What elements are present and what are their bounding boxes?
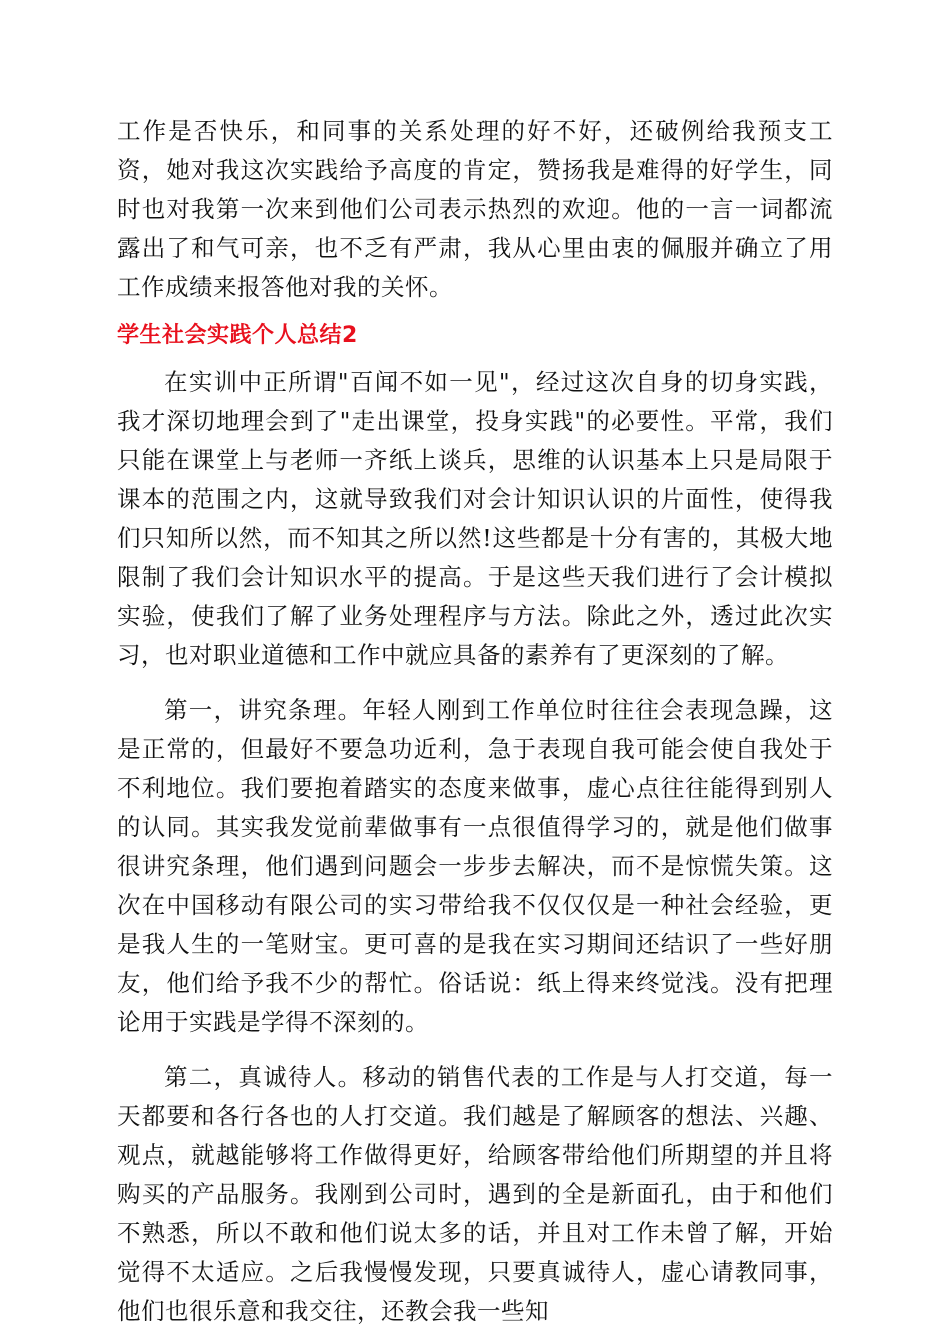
paragraph-intro: 在实训中正所谓"百闻不如一见"，经过这次自身的切身实践，我才深切地理会到了"走出课堂，投身实践"的必要性。平常，我们只能在课堂上与老师一齐纸上谈兵，思维的认识基本上只是局限于课本的范围之内，这就导致我们对会计知识认识的片面性，使得我们只知所以然，而不知其之所以然!这些都是十分有害的，其极大地限制了我们会计知识水平的提高。于是这些天我们进行了会计模拟实验，使我们了解了业务处理程序与方法。除此之外，透过此次实习，也对职业道德和工作中就应具备的素养有了更深刻的了解。 [117, 368, 833, 669]
paragraph-gap [117, 675, 833, 691]
document-body [117, 112, 833, 1331]
paragraph-point-one: 第一，讲究条理。年轻人刚到工作单位时往往会表现急躁，这是正常的，但最好不要急功近利，急于表现自我可能会使自我处于不利地位。我们要抱着踏实的态度来做事，虚心点往往能得到别人的认同。其实我发觉前辈做事有一点很值得学习的，就是他们做事很讲究条理，他们遇到问题会一步步去解决，而不是惊慌失策。这次在中国移动有限公司的实习带给我不仅仅仅是一种社会经验，更是我人生的一笔财宝。更可喜的是我在实习期间还结识了一些好朋友，他们给予我不少的帮忙。俗话说：纸上得来终觉浅。没有把理论用于实践是学得不深刻的。 [117, 696, 833, 1036]
section-heading: 学生社会实践个人总结2 [117, 323, 358, 348]
paragraph-point-two: 第二，真诚待人。移动的销售代表的工作是与人打交道，每一天都要和各行各也的人打交道。我们越是了解顾客的想法、兴趣、观点，就越能够将工作做得更好，给顾客带给他们所期望的并且将购买的产品服务。我刚到公司时，遇到的全是新面孔，由于和他们不熟悉，所以不敢和他们说太多的话，并且对工作未曾了解，开始觉得不太适应。之后我慢慢发现，只要真诚待人，虚心请教同事，他们也很乐意和我交往，还教会我一些知 [117, 1063, 833, 1325]
paragraph-gap [117, 1042, 833, 1058]
paragraph-continuation: 工作是否快乐，和同事的关系处理的好不好，还破例给我预支工资，她对我这次实践给予高度的肯定，赞扬我是难得的好学生，同时也对我第一次来到他们公司表示热烈的欢迎。他的一言一词都流露出了和气可亲，也不乏有严肃，我从心里由衷的佩服并确立了用工作成绩来报答他对我的关怀。 [117, 117, 833, 301]
